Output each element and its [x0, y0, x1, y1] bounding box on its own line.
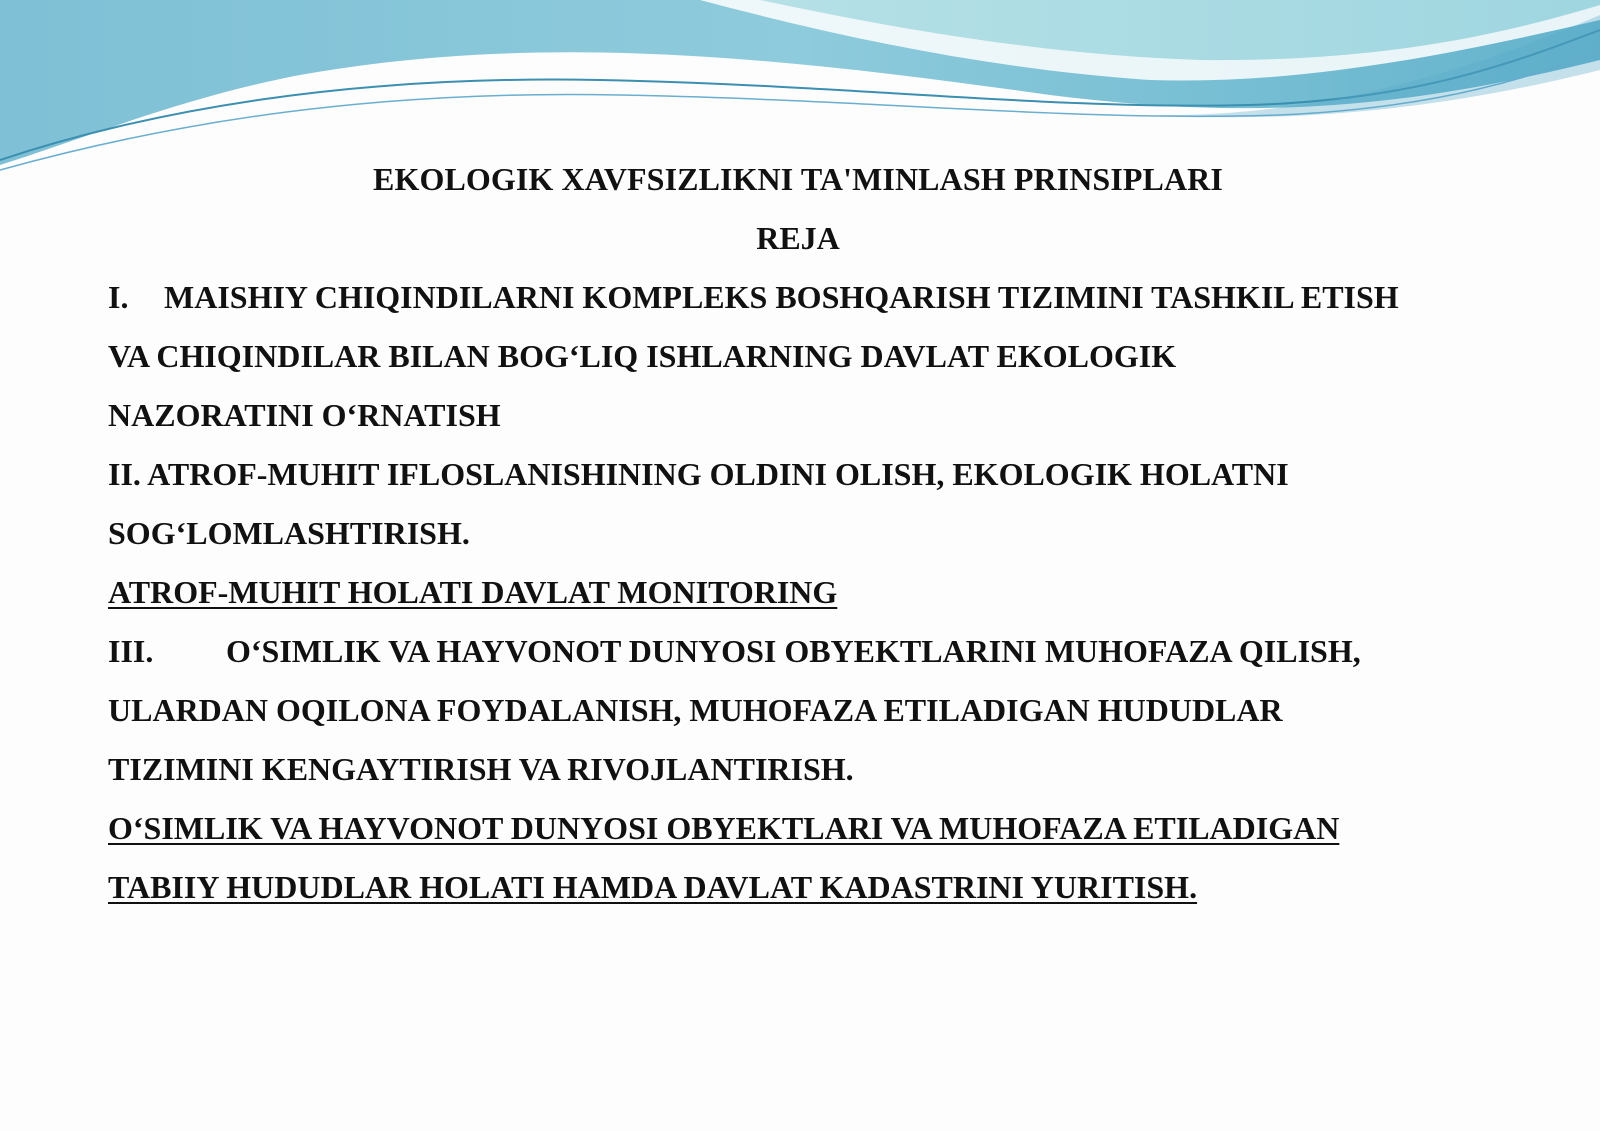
- section-3-link-line-2[interactable]: TABIIY HUDUDLAR HOLATI HAMDA DAVLAT KADASTRINI YURITISH.: [108, 869, 1198, 905]
- section-3-line-2: ULARDAN OQILONA FOYDALANISH, MUHOFAZA ETILADIGAN HUDUDLAR: [108, 692, 1283, 728]
- section-2-text-1: ATROF-MUHIT IFLOSLANISHINING OLDINI OLISH, EKOLOGIK HOLATNI: [147, 456, 1289, 492]
- section-2-line-1: [108, 445, 1508, 504]
- section-3-line-1: [108, 622, 1508, 681]
- document-subtitle: REJA: [756, 220, 840, 256]
- document-title: EKOLOGIK XAVFSIZLIKNI TA'MINLASH PRINSIPLARI: [373, 161, 1223, 197]
- section-3-numeral: III.: [108, 633, 154, 669]
- slide-content: [108, 150, 1508, 917]
- section-1-text-1: MAISHIY CHIQINDILARNI KOMPLEKS BOSHQARISH TIZIMINI TASHKIL ETISH: [164, 279, 1399, 315]
- section-1-numeral: I.: [108, 279, 129, 315]
- section-1-line-3: NAZORATINI O‘RNATISH: [108, 397, 501, 433]
- section-1-line-2: VA CHIQINDILAR BILAN BOG‘LIQ ISHLARNING DAVLAT EKOLOGIK: [108, 338, 1177, 374]
- section-3: [108, 622, 1508, 917]
- section-3-line-3: TIZIMINI KENGAYTIRISH VA RIVOJLANTIRISH.: [108, 751, 854, 787]
- section-3-link-line-1[interactable]: O‘SIMLIK VA HAYVONOT DUNYOSI OBYEKTLARI VA MUHOFAZA ETILADIGAN: [108, 810, 1340, 846]
- section-1: [108, 268, 1508, 445]
- section-3-text-1: O‘SIMLIK VA HAYVONOT DUNYOSI OBYEKTLARINI MUHOFAZA QILISH,: [226, 633, 1361, 669]
- section-2-line-2: SOG‘LOMLASHTIRISH.: [108, 515, 470, 551]
- section-1-line-1: [108, 268, 1508, 327]
- section-2-link[interactable]: ATROF-MUHIT HOLATI DAVLAT MONITORING: [108, 574, 838, 610]
- section-2-numeral: II.: [108, 456, 141, 492]
- section-2: [108, 445, 1508, 622]
